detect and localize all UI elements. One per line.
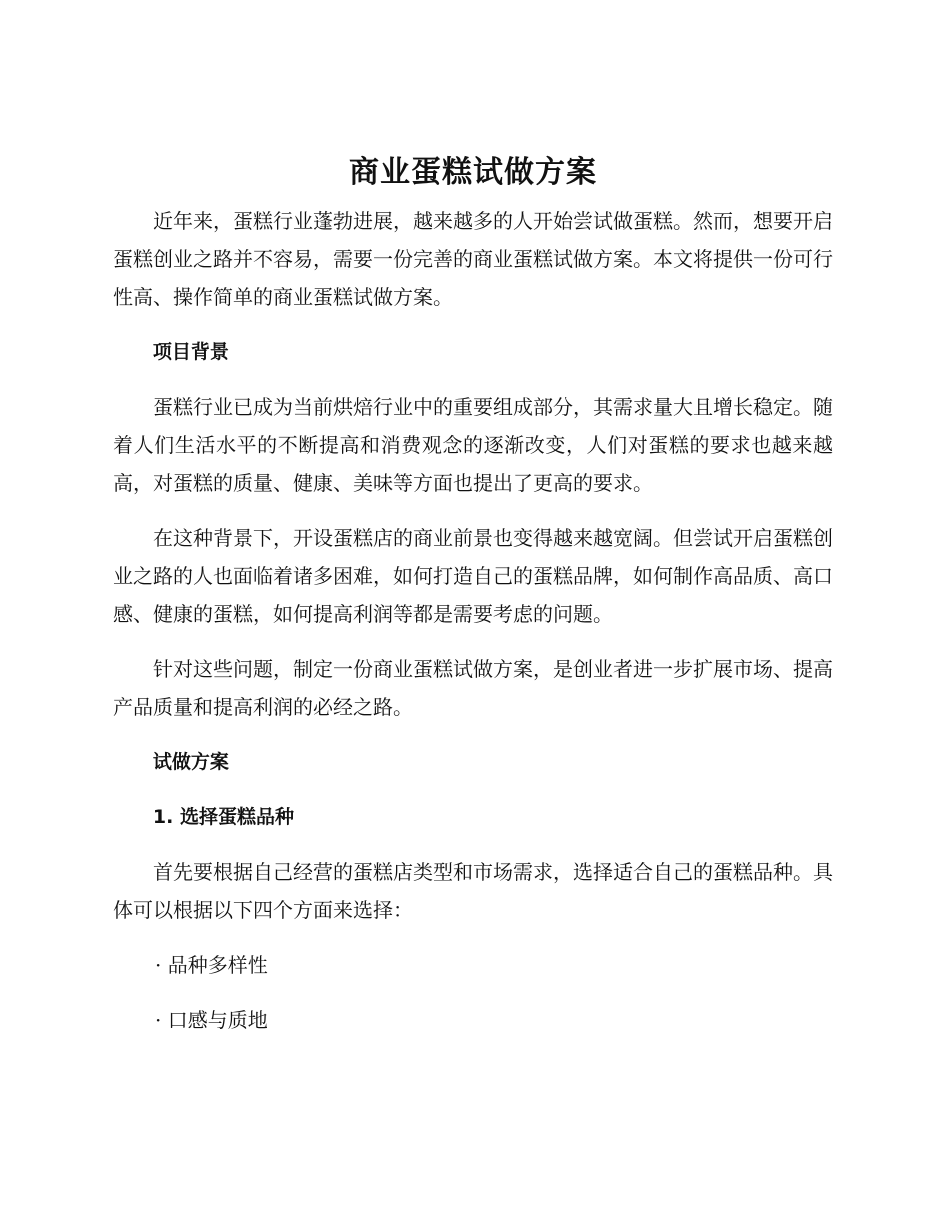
section-heading-plan: 试做方案 (152, 751, 229, 773)
section-heading-background: 项目背景 (152, 341, 229, 363)
choose-variety-paragraph: 首先要根据自己经营的蛋糕店类型和市场需求，选择适合自己的蛋糕品种。具体可以根据以下四个方面来选择： (113, 860, 833, 922)
intro-paragraph: 近年来，蛋糕行业蓬勃进展，越来越多的人开始尝试做蛋糕。然而，想要开启蛋糕创业之路并不容易，需要一份完善的商业蛋糕试做方案。本文将提供一份可行性高、操作简单的商业蛋糕试做方案。 (113, 209, 833, 309)
background-paragraph-2: 在这种背景下，开设蛋糕店的商业前景也变得越来越宽阔。但尝试开启蛋糕创业之路的人也面临着诸多困难，如何打造自己的蛋糕品牌，如何制作高品质、高口感、健康的蛋糕，如何提高利润等都是需要考虑的问题。 (113, 526, 833, 626)
document-title: 商业蛋糕试做方案 (349, 155, 597, 190)
background-paragraph-3: 针对这些问题，制定一份商业蛋糕试做方案，是创业者进一步扩展市场、提高产品质量和提高利润的必经之路。 (113, 657, 833, 719)
background-paragraph-1: 蛋糕行业已成为当前烘焙行业中的重要组成部分，其需求量大且增长稳定。随着人们生活水平的不断提高和消费观念的逐渐改变，人们对蛋糕的要求也越来越高，对蛋糕的质量、健康、美味等方面也提出了更高的要求。 (113, 395, 833, 495)
bullet-item-texture: · 口感与质地 (155, 1008, 268, 1032)
document-page (113, 148, 833, 1056)
subsection-heading-choose-variety: 1. 选择蛋糕品种 (152, 806, 294, 828)
bullet-item-variety: · 品种多样性 (155, 953, 268, 977)
